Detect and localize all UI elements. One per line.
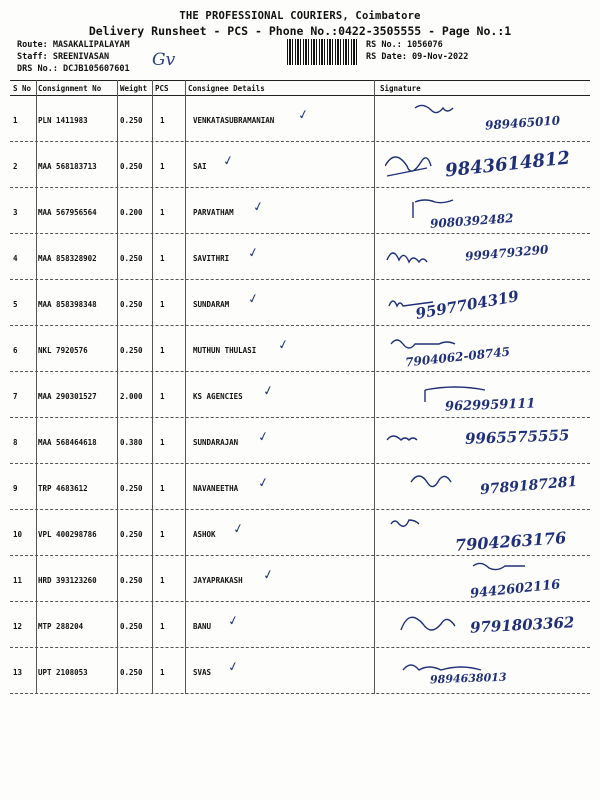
table-row [10,326,590,372]
table-row [10,602,590,648]
pcs-count: 1 [160,300,165,309]
consignment-number: HRD 393123260 [38,576,97,585]
handwritten-phone: 9894638013 [429,670,507,687]
check-mark-icon: ✓ [231,521,246,538]
pcs-count: 1 [160,346,165,355]
rs-number: RS No.: 1056076 [366,40,443,50]
weight-value: 0.250 [120,484,143,493]
consignment-number: MAA 568183713 [38,162,97,171]
consignment-number: MAA 858328902 [38,254,97,263]
consignee-name: SUNDARAM [193,300,230,309]
col-signature: Signature [380,84,421,93]
pcs-count: 1 [160,162,165,171]
consignee-name: SUNDARAJAN [193,438,239,447]
weight-value: 0.250 [120,576,143,585]
staff-label: Staff: SREENIVASAN [17,52,110,62]
handwritten-phone: 9791803362 [469,613,575,637]
col-sno: S No [13,84,32,93]
consignee-name: MUTHUN THULASI [193,346,257,355]
company-title: THE PROFESSIONAL COURIERS, Coimbatore [179,10,421,22]
table-row [10,464,590,510]
runsheet-subtitle: Delivery Runsheet - PCS - Phone No.:0422-3505555 - Page No.:1 [88,24,512,38]
check-mark-icon: ✓ [256,429,271,446]
consignee-name: ASHOK [193,530,216,539]
signature-handwritten [385,284,595,324]
check-mark-icon: ✓ [296,107,311,124]
handwritten-phone: 989465010 [484,113,561,133]
consignee-name: BANU [193,622,212,631]
table-row [10,556,590,602]
signature-handwritten [385,606,595,646]
signature-handwritten [385,560,595,600]
serial-number: 1 [13,116,18,125]
drs-label: DRS No.: DCJB105607601 [17,64,130,74]
weight-value: 0.250 [120,254,143,263]
signature-handwritten [385,192,595,232]
consignment-number: TRP 4683612 [38,484,88,493]
consignee-name: VENKATASUBRAMANIAN [193,116,275,125]
serial-number: 8 [13,438,18,447]
weight-value: 0.250 [120,346,143,355]
consignee-name: NAVANEETHA [193,484,239,493]
pcs-count: 1 [160,392,165,401]
handwritten-phone: 9843614812 [444,147,572,182]
signature-handwritten [385,468,595,508]
handwritten-phone: 9597704319 [414,287,521,323]
handwritten-phone: 9442602116 [469,577,562,602]
signature-handwritten [385,330,595,370]
consignee-name: KS AGENCIES [193,392,243,401]
weight-value: 2.000 [120,392,143,401]
table-row [10,418,590,464]
signature-handwritten [385,146,595,186]
check-mark-icon: ✓ [256,475,271,492]
serial-number: 6 [13,346,18,355]
rs-date: RS Date: 09-Nov-2022 [366,52,469,62]
route-label: Route: MASAKALIPALAYAM [17,40,130,50]
handwritten-phone: 9994793290 [464,242,549,264]
consignee-name: SVAS [193,668,212,677]
check-mark-icon: ✓ [246,245,261,262]
pcs-count: 1 [160,530,165,539]
check-mark-icon: ✓ [276,337,291,354]
check-mark-icon: ✓ [261,383,276,400]
signature-handwritten [385,376,595,416]
weight-value: 0.250 [120,162,143,171]
pcs-count: 1 [160,438,165,447]
col-consignment: Consignment No [38,84,102,93]
pcs-count: 1 [160,208,165,217]
pcs-count: 1 [160,576,165,585]
handwritten-phone: 9965575555 [464,426,570,448]
handwritten-phone: 7904062-08745 [404,344,511,370]
consignment-number: MAA 568464618 [38,438,97,447]
check-mark-icon: ✓ [226,613,241,630]
serial-number: 12 [13,622,23,631]
serial-number: 13 [13,668,23,677]
col-pcs: PCS [155,84,169,93]
weight-value: 0.250 [120,300,143,309]
consignee-name: SAVITHRI [193,254,230,263]
col-weight: Weight [120,84,148,93]
serial-number: 4 [13,254,18,263]
check-mark-icon: ✓ [246,291,261,308]
consignment-number: UPT 2108053 [38,668,88,677]
weight-value: 0.250 [120,530,143,539]
signature-handwritten [385,652,595,692]
pcs-count: 1 [160,254,165,263]
weight-value: 0.200 [120,208,143,217]
pcs-count: 1 [160,668,165,677]
check-mark-icon: ✓ [251,199,266,216]
consignment-number: MAA 567956564 [38,208,97,217]
handwritten-phone: 9789187281 [479,473,578,499]
consignment-number: NKL 7920576 [38,346,88,355]
pcs-count: 1 [160,116,165,125]
consignee-name: JAYAPRAKASH [193,576,243,585]
consignee-name: PARVATHAM [193,208,234,217]
check-mark-icon: ✓ [226,659,241,676]
weight-value: 0.250 [120,668,143,677]
consignment-number: VPL 400298786 [38,530,97,539]
signature-handwritten [385,422,595,462]
serial-number: 9 [13,484,18,493]
consignment-number: MAA 858398348 [38,300,97,309]
table-row [10,234,590,280]
table-row [10,142,590,188]
consignment-number: MAA 290301527 [38,392,97,401]
pcs-count: 1 [160,622,165,631]
serial-number: 2 [13,162,18,171]
consignee-name: SAI [193,162,207,171]
table-row [10,280,590,326]
check-mark-icon: ✓ [221,153,236,170]
col-consignee: Consignee Details [188,84,265,93]
consignment-number: MTP 288204 [38,622,84,631]
table-row [10,96,590,142]
table-row [10,188,590,234]
table-row [10,510,590,556]
serial-number: 5 [13,300,18,309]
handwritten-phone: 9629959111 [444,396,536,415]
serial-number: 7 [13,392,18,401]
barcode-image [287,39,359,65]
weight-value: 0.380 [120,438,143,447]
serial-number: 11 [13,576,23,585]
signature-handwritten [385,238,595,278]
serial-number: 3 [13,208,18,217]
table-row [10,648,590,694]
signature-handwritten [385,100,595,140]
handwritten-phone: 7904263176 [454,528,567,555]
table-top-rule [10,80,590,81]
consignment-number: PLN 1411983 [38,116,88,125]
weight-value: 0.250 [120,116,143,125]
table-row [10,372,590,418]
handwritten-initials: Gv [152,50,176,70]
weight-value: 0.250 [120,622,143,631]
pcs-count: 1 [160,484,165,493]
serial-number: 10 [13,530,23,539]
check-mark-icon: ✓ [261,567,276,584]
handwritten-phone: 9080392482 [429,211,514,231]
signature-handwritten [385,514,595,554]
